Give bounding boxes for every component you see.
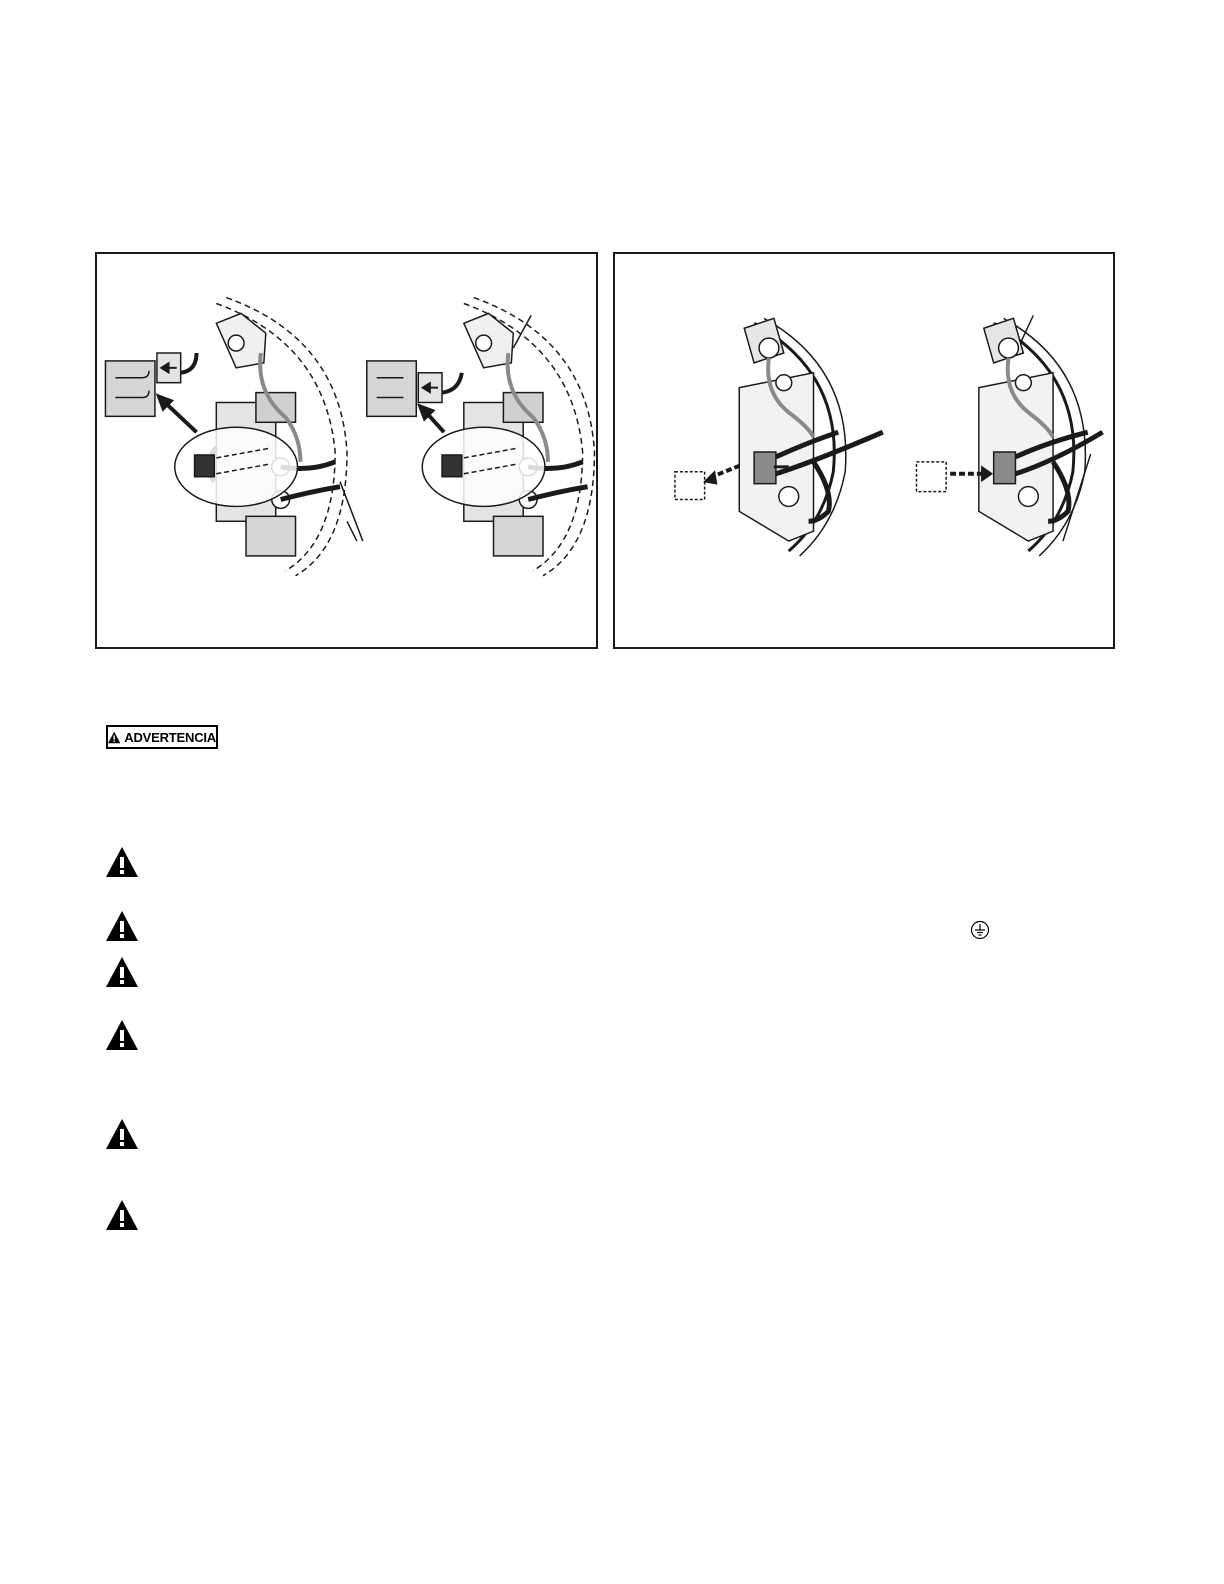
warning-triangle-icon — [105, 956, 139, 988]
figure-voltage-plug-right — [613, 252, 1115, 649]
motor-terminal-illustration-right — [615, 254, 1113, 647]
warning-triangle-icon — [105, 846, 139, 878]
motor-terminal-illustration-left — [97, 254, 596, 647]
warning-badge-label: ADVERTENCIA — [124, 729, 216, 745]
warning-triangle-icon — [105, 1019, 139, 1051]
warning-badge — [106, 725, 218, 749]
warning-triangle-icon — [105, 1199, 139, 1231]
figure-voltage-plug-left — [95, 252, 598, 649]
warning-triangle-icon — [105, 1118, 139, 1150]
warning-triangle-icon — [108, 731, 120, 744]
ground-symbol-icon — [970, 920, 990, 940]
warning-triangle-icon — [105, 910, 139, 942]
